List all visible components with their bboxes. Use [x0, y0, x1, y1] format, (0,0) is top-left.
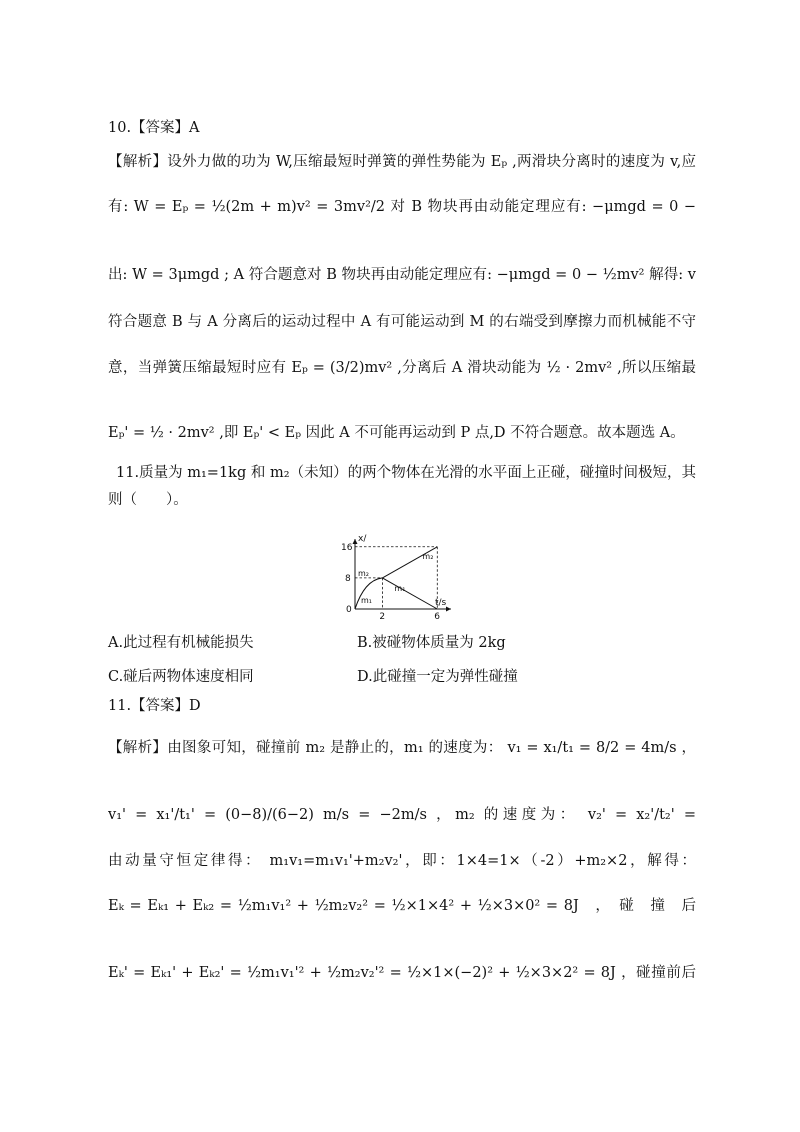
q11-analysis-line-2: v₁' = x₁'/t₁' = (0−8)/(6−2) m/s = −2m/s ，m₂ 的速度为： v₂' = x₂'/t₂' = [108, 807, 696, 823]
chart-root [341, 534, 451, 621]
q11-analysis-line-4: Eₖ = Eₖ₁ + Eₖ₂ = ½m₁v₁² + ½m₂v₂² = ½×1×4² + ½×3×0² = 8J ， 碰 撞 后 [108, 898, 696, 914]
x-tick-6: 6 [434, 612, 441, 621]
origin-label: 0 [346, 605, 352, 615]
q10-answer: 10.【答案】A [108, 120, 200, 136]
q11-analysis-line-5: Eₖ' = Eₖ₁' + Eₖ₂' = ½m₁v₁'² + ½m₂v₂'² = ½×1×(−2)² + ½×3×2² = 8J ，碰撞前后 [108, 965, 696, 981]
q11-analysis-line-3: 由动量守恒定律得： m₁v₁=m₁v₁'+m₂v₂'，即：1×4=1×（-2）+m₂×2，解得： [108, 853, 696, 869]
option-b: B.被碰物体质量为 2kg [357, 635, 506, 651]
label-m2-after: m₂ [422, 551, 434, 561]
q11-analysis-line-1: 【解析】由图象可知，碰撞前 m₂ 是静止的，m₁ 的速度为： v₁ = x₁/t₁ = 8/2 = 4m/s ， [108, 740, 696, 756]
q10-analysis-line-2: 有: W = Eₚ = ½(2m + m)v² = 3mv²/2 对 B 物块再由动能定理应有: −μmgd = 0 − [108, 199, 696, 215]
q11-answer: 11.【答案】D [108, 698, 201, 714]
position-time-chart [333, 531, 473, 621]
series-line-3 [382, 578, 437, 609]
y-tick-16: 16 [341, 542, 353, 553]
x-axis-arrow [446, 607, 451, 612]
label-m1-after: m₁ [394, 584, 406, 593]
q10-analysis-line-4: 符合题意 B 与 A 分离后的运动过程中 A 有可能运动到 M 的右端受到摩擦力而机械能不守 [108, 314, 696, 330]
q10-analysis-line-6: Eₚ' = ½ · 2mv² ,即 Eₚ' < Eₚ 因此 A 不可能再运动到 P 点,D 不符合题意。故本题选 A。 [108, 425, 685, 441]
label-m1-before: m₁ [361, 596, 372, 605]
q10-analysis-line-1: 【解析】设外力做的功为 W,压缩最短时弹簧的弹性势能为 Eₚ ,两滑块分离时的速度为 v,应 [108, 154, 696, 170]
q10-analysis-line-5: 意，当弹簧压缩最短时应有 Eₚ = (3/2)mv² ,分离后 A 滑块动能为 ½ · 2mv² ,所以压缩最 [108, 360, 696, 376]
q11-stem-line-2: 则（ ）。 [108, 492, 188, 508]
q10-analysis-line-3: 出: W = 3μmgd ; A 符合题意对 B 物块再由动能定理应有: −μmgd = 0 − ½mv² 解得: v [108, 267, 696, 283]
option-a: A.此过程有机械能损失 [108, 635, 254, 651]
x-axis-label: t/s [435, 598, 447, 608]
label-m2-before: m₂ [358, 568, 369, 578]
y-axis-arrow [353, 539, 358, 544]
option-d: D.此碰撞一定为弹性碰撞 [357, 669, 518, 685]
option-c: C.碰后两物体速度相同 [108, 669, 254, 685]
x-tick-2: 2 [379, 612, 386, 621]
y-tick-8: 8 [345, 573, 351, 584]
y-axis-label: x/ [358, 534, 367, 544]
q11-stem-line-1: 11.质量为 m₁=1kg 和 m₂（未知）的两个物体在光滑的水平面上正碰，碰撞时间极短，其 [116, 465, 696, 481]
